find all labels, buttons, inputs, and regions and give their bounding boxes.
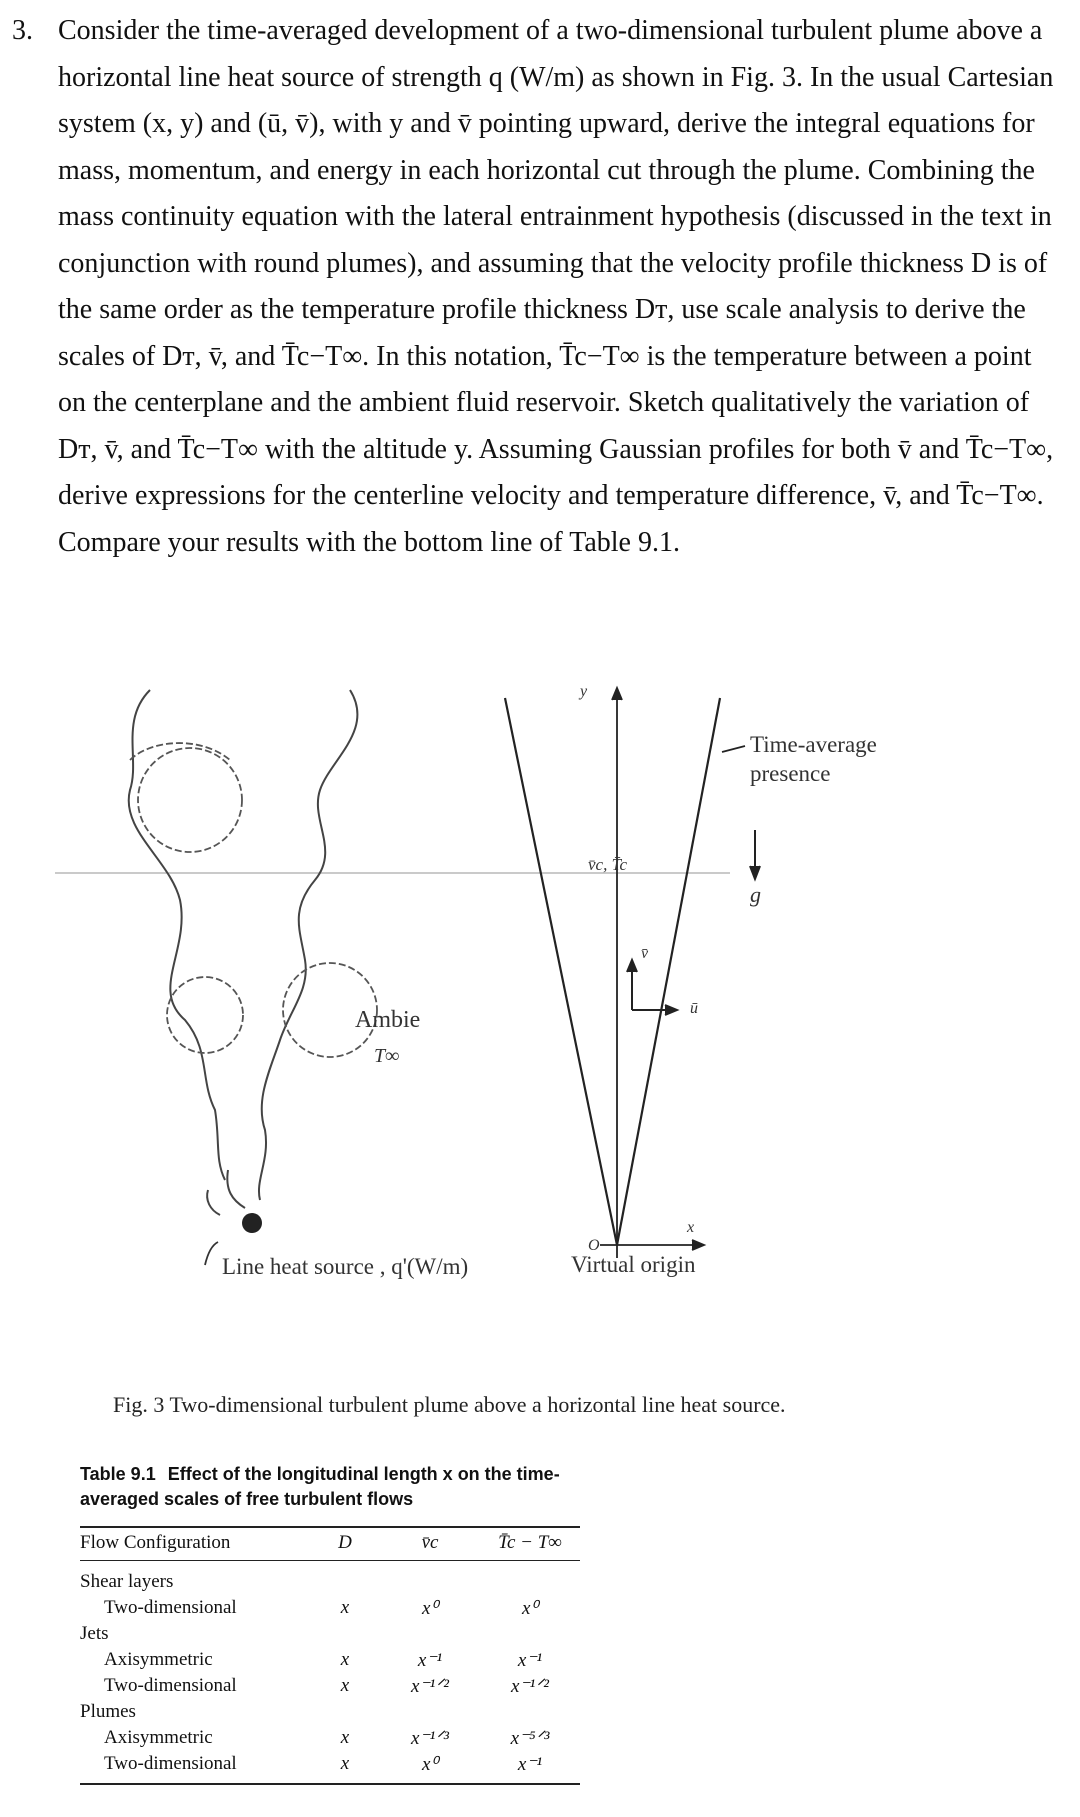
- eddy-circles: [130, 743, 377, 1057]
- problem-text: Consider the time-averaged development of a two-dimensional turbulent plume above a horizontal line heat source of strength q (W/m) as shown in Fig. 3. In the usual Cartesian system (x, y) and (ū, v̄), with y and v̄ pointing upward, derive the integral equations for mass, momentum, and energy in each horizontal cut through the plume. Combining the mass continuity equation with the lateral entrainment hypothesis (discussed in the text in conjunction with round plumes), and assuming that the velocity profile thickness D is of the same order as the temperature profile thickness Dᴛ, use scale analysis to derive the scales of Dᴛ, v̄, and T̄c−T∞. In this notation, T̄c−T∞ is the temperature between a point on the centerplane and the ambient fluid reservoir. Sketch qualitatively the variation of Dᴛ, v̄, and T̄c−T∞ with the altitude y. Assuming Gaussian profiles for both v̄ and T̄c−T∞, derive expressions for the centerline velocity and temperature difference, v̄, and T̄c−T∞. Compare your results with the bottom line of Table 9.1.: [58, 15, 1054, 558]
- row-t: x⁰: [521, 1597, 539, 1619]
- ambient-temp-label: T∞: [374, 1045, 400, 1067]
- row-config: Axisymmetric: [104, 1649, 213, 1670]
- row-t: x⁻⁵ᐟ³: [510, 1727, 550, 1749]
- row-t: x⁻¹: [480, 1751, 580, 1784]
- header-t: T̄c − T∞: [480, 1527, 580, 1561]
- group-row: [80, 1621, 580, 1647]
- ambient-label: Ambie: [355, 1007, 421, 1033]
- y-axis-label: y: [580, 683, 588, 700]
- turbulent-plume-sketch: [129, 690, 358, 1215]
- v-label: v̄: [641, 945, 649, 962]
- header-d: D: [310, 1527, 380, 1561]
- header-v: v̄c: [380, 1527, 480, 1561]
- row-d: x: [340, 1649, 350, 1670]
- x-axis-label: x: [687, 1219, 695, 1236]
- row-d: x: [310, 1751, 380, 1784]
- time-average-label: Time-average: [750, 732, 877, 757]
- plume-boundaries: [505, 698, 720, 1245]
- header-config: Flow Configuration: [80, 1527, 310, 1561]
- time-average-pointer: [722, 746, 745, 752]
- group-row: [80, 1699, 580, 1725]
- table-caption: Effect of the longitudinal length x on the time-averaged scales of free turbulent flows: [80, 1464, 560, 1509]
- row-d: x: [340, 1675, 350, 1696]
- axes: [600, 688, 704, 1258]
- row-v: x⁻¹: [417, 1649, 443, 1671]
- table-row: [80, 1647, 580, 1673]
- row-v: x⁻¹ᐟ²: [411, 1675, 449, 1697]
- figure-caption: Fig. 3 Two-dimensional turbulent plume above a horizontal line heat source.: [113, 1392, 786, 1417]
- group-row: [80, 1561, 580, 1596]
- u-label: ū: [690, 1000, 698, 1017]
- table-row: [80, 1751, 580, 1784]
- table-title: [80, 1462, 588, 1512]
- group-jets: Jets: [80, 1623, 109, 1644]
- row-d: x: [340, 1727, 350, 1748]
- plume-figure: [0, 655, 1080, 1415]
- row-t: x⁻¹: [517, 1649, 543, 1671]
- row-v: x⁻¹ᐟ³: [411, 1727, 449, 1749]
- row-config: Axisymmetric: [104, 1727, 213, 1748]
- row-config: Two-dimensional: [104, 1597, 237, 1618]
- table-row: [80, 1595, 580, 1621]
- row-config: Two-dimensional: [80, 1751, 310, 1784]
- scales-table: [80, 1526, 580, 1785]
- problem-statement: [12, 8, 1062, 566]
- line-heat-source-dot: [242, 1213, 262, 1233]
- row-t: x⁻¹ᐟ²: [511, 1675, 549, 1697]
- row-v: x⁰: [380, 1751, 480, 1784]
- table-header-row: [80, 1527, 580, 1561]
- gravity-arrow: [750, 830, 760, 879]
- table-row: [80, 1725, 580, 1751]
- row-config: Two-dimensional: [104, 1675, 237, 1696]
- line-source-label: Line heat source , q'(W/m): [222, 1254, 469, 1279]
- origin-label: O: [588, 1237, 600, 1254]
- group-shear: Shear layers: [80, 1571, 174, 1592]
- table-row: [80, 1673, 580, 1699]
- group-plumes: Plumes: [80, 1701, 136, 1722]
- g-label: g: [750, 882, 761, 907]
- row-d: x: [340, 1597, 350, 1618]
- table-9-1: [80, 1462, 588, 1785]
- table-label: Table 9.1: [80, 1464, 156, 1484]
- problem-number: 3.: [12, 15, 33, 46]
- centerline-label: v̄c, T̄c: [588, 855, 628, 874]
- row-v: x⁰: [421, 1597, 439, 1619]
- presence-label: presence: [750, 761, 831, 786]
- virtual-origin-label: Virtual origin: [571, 1252, 696, 1277]
